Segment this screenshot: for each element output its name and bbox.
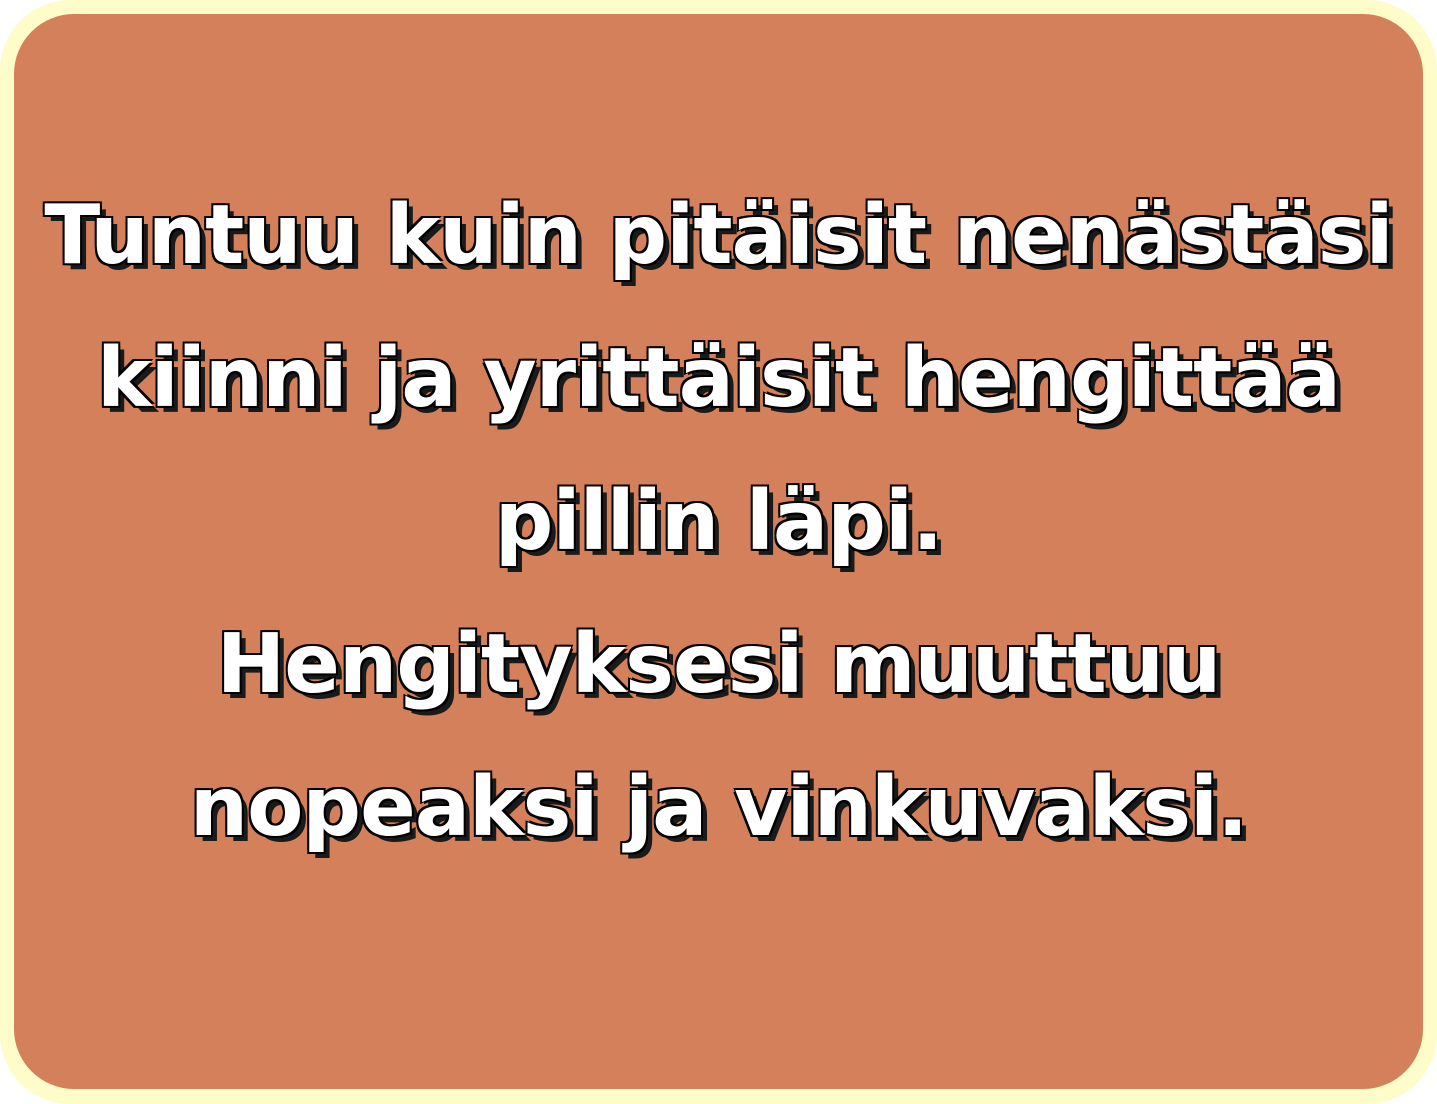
message-line-5: nopeaksi ja vinkuvaksi. xyxy=(189,760,1248,855)
message-line-4: Hengityksesi muuttuu xyxy=(216,617,1221,712)
message-line-3: pillin läpi. xyxy=(494,474,943,569)
message-card xyxy=(14,14,1423,1089)
message-line-2: kiinni ja yrittäisit hengittää xyxy=(97,331,1340,426)
message-line-1: Tuntuu kuin pitäisit nenästäsi xyxy=(44,188,1393,283)
message-text xyxy=(44,164,1392,879)
